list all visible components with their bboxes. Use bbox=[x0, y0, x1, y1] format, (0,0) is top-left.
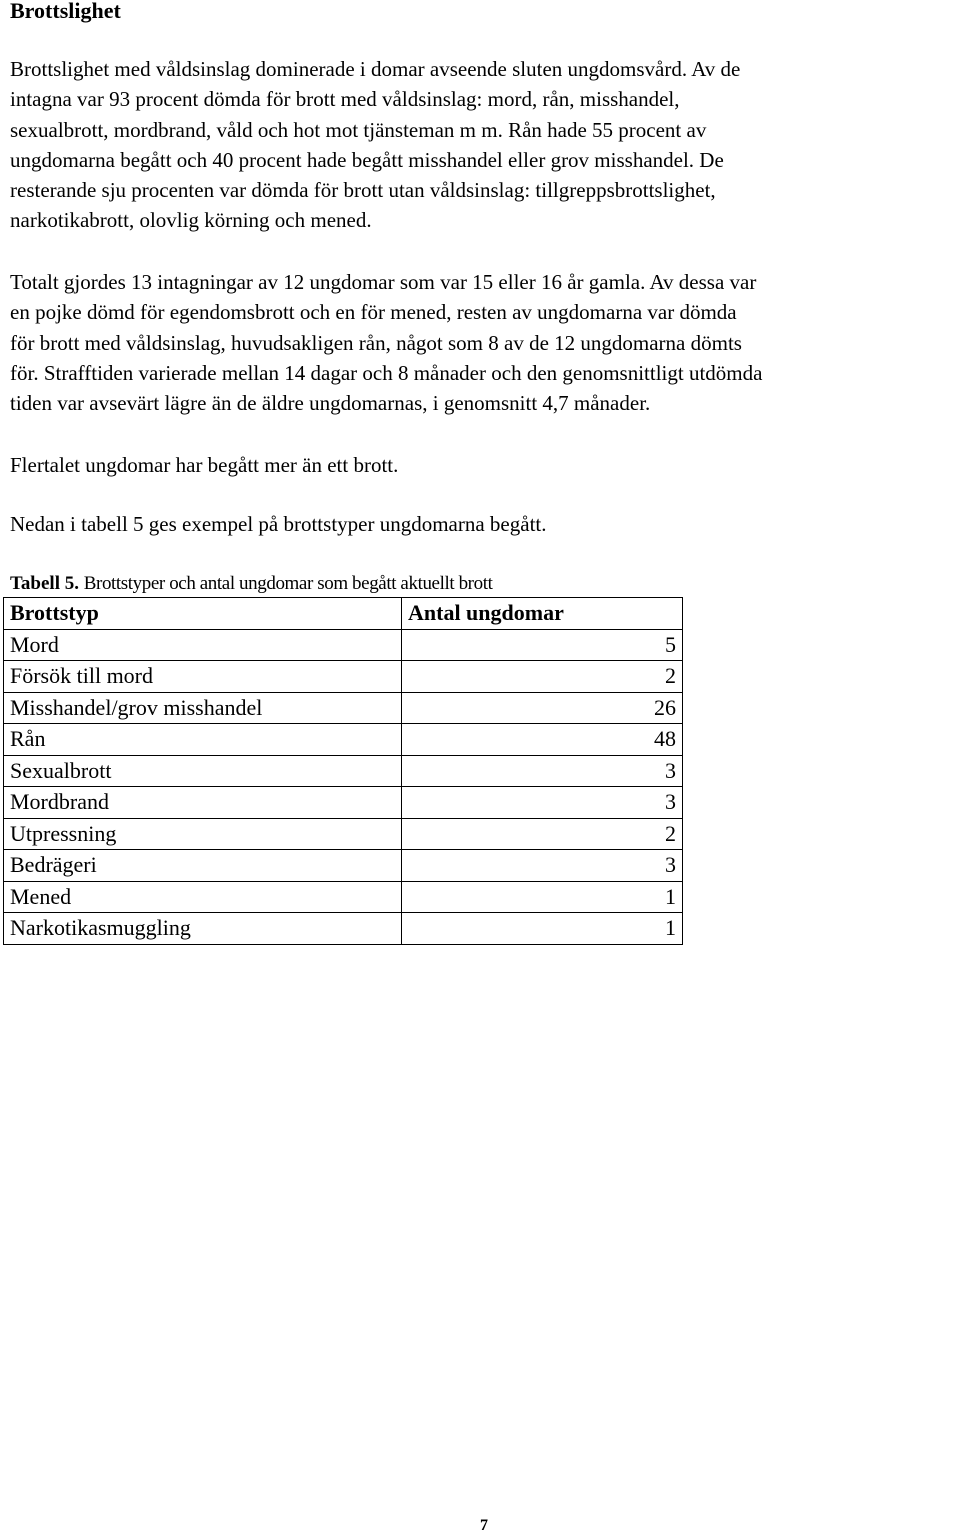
paragraph-line: tiden var avsevärt lägre än de äldre ungdomarnas, i genomsnitt 4,7 månader. bbox=[10, 391, 651, 416]
table-row bbox=[4, 818, 683, 850]
crime-type-cell: Narkotikasmuggling bbox=[4, 913, 402, 945]
paragraph-line: Nedan i tabell 5 ges exempel på brottstyper ungdomarna begått. bbox=[10, 512, 547, 536]
paragraph-line: Totalt gjordes 13 intagningar av 12 ungdomar som var 15 eller 16 år gamla. Av dessa var bbox=[10, 270, 757, 294]
table-row bbox=[4, 724, 683, 756]
crime-type-cell: Mened bbox=[4, 881, 402, 913]
crime-type-cell: Bedrägeri bbox=[4, 850, 402, 882]
section-heading: Brottslighet bbox=[10, 0, 121, 23]
count-cell: 1 bbox=[402, 881, 683, 913]
paragraph-line: resterande sju procenten var dömda för brott utan våldsinslag: tillgreppsbrottslighet, bbox=[10, 178, 716, 203]
paragraph-intake-statistics bbox=[10, 267, 762, 418]
column-header-crime-type: Brottstyp bbox=[4, 598, 402, 630]
count-cell: 3 bbox=[402, 787, 683, 819]
paragraph-table-intro bbox=[10, 509, 547, 539]
crime-type-cell: Misshandel/grov misshandel bbox=[4, 692, 402, 724]
paragraph-line: ungdomarna begått och 40 procent hade begått misshandel eller grov misshandel. De bbox=[10, 147, 724, 172]
paragraph-line: Flertalet ungdomar har begått mer än ett brott. bbox=[10, 453, 399, 477]
count-cell: 5 bbox=[402, 629, 683, 661]
column-header-count: Antal ungdomar bbox=[402, 598, 683, 630]
page-number: 7 bbox=[480, 1517, 488, 1534]
table-row bbox=[4, 629, 683, 661]
table-row bbox=[4, 661, 683, 693]
table-row bbox=[4, 787, 683, 819]
crime-type-cell: Utpressning bbox=[4, 818, 402, 850]
crime-type-cell: Rån bbox=[4, 724, 402, 756]
paragraph-line: Brottslighet med våldsinslag dominerade i domar avseende sluten ungdomsvård. Av de bbox=[10, 57, 741, 81]
count-cell: 26 bbox=[402, 692, 683, 724]
crime-types-table bbox=[3, 597, 683, 945]
table-caption-text: Brottstyper och antal ungdomar som begått aktuellt brott bbox=[83, 573, 493, 594]
paragraph-line: narkotikabrott, olovlig körning och mened. bbox=[10, 208, 372, 233]
paragraph-violent-crime bbox=[10, 54, 740, 236]
table-row bbox=[4, 692, 683, 724]
table-header-row bbox=[4, 598, 683, 630]
table-row bbox=[4, 850, 683, 882]
table-row bbox=[4, 881, 683, 913]
table-caption bbox=[10, 571, 492, 597]
paragraph-line: intagna var 93 procent dömda för brott med våldsinslag: mord, rån, misshandel, bbox=[10, 87, 680, 112]
count-cell: 48 bbox=[402, 724, 683, 756]
paragraph-line: en pojke dömd för egendomsbrott och en för mened, resten av ungdomarna var dömda bbox=[10, 300, 737, 325]
count-cell: 3 bbox=[402, 755, 683, 787]
crime-type-cell: Sexualbrott bbox=[4, 755, 402, 787]
paragraph-multiple-crimes bbox=[10, 450, 398, 480]
crime-type-cell: Mord bbox=[4, 629, 402, 661]
paragraph-line: för brott med våldsinslag, huvudsakligen rån, något som 8 av de 12 ungdomarna dömts bbox=[10, 330, 742, 355]
count-cell: 1 bbox=[402, 913, 683, 945]
count-cell: 3 bbox=[402, 850, 683, 882]
count-cell: 2 bbox=[402, 661, 683, 693]
table-row bbox=[4, 755, 683, 787]
count-cell: 2 bbox=[402, 818, 683, 850]
crime-type-cell: Försök till mord bbox=[4, 661, 402, 693]
table-row bbox=[4, 913, 683, 945]
crime-type-cell: Mordbrand bbox=[4, 787, 402, 819]
paragraph-line: sexualbrott, mordbrand, våld och hot mot tjänsteman m m. Rån hade 55 procent av bbox=[10, 117, 707, 142]
table-caption-label: Tabell 5. bbox=[10, 573, 79, 594]
paragraph-line: för. Strafftiden varierade mellan 14 dagar och 8 månader och den genomsnittligt utdömda bbox=[10, 360, 763, 385]
